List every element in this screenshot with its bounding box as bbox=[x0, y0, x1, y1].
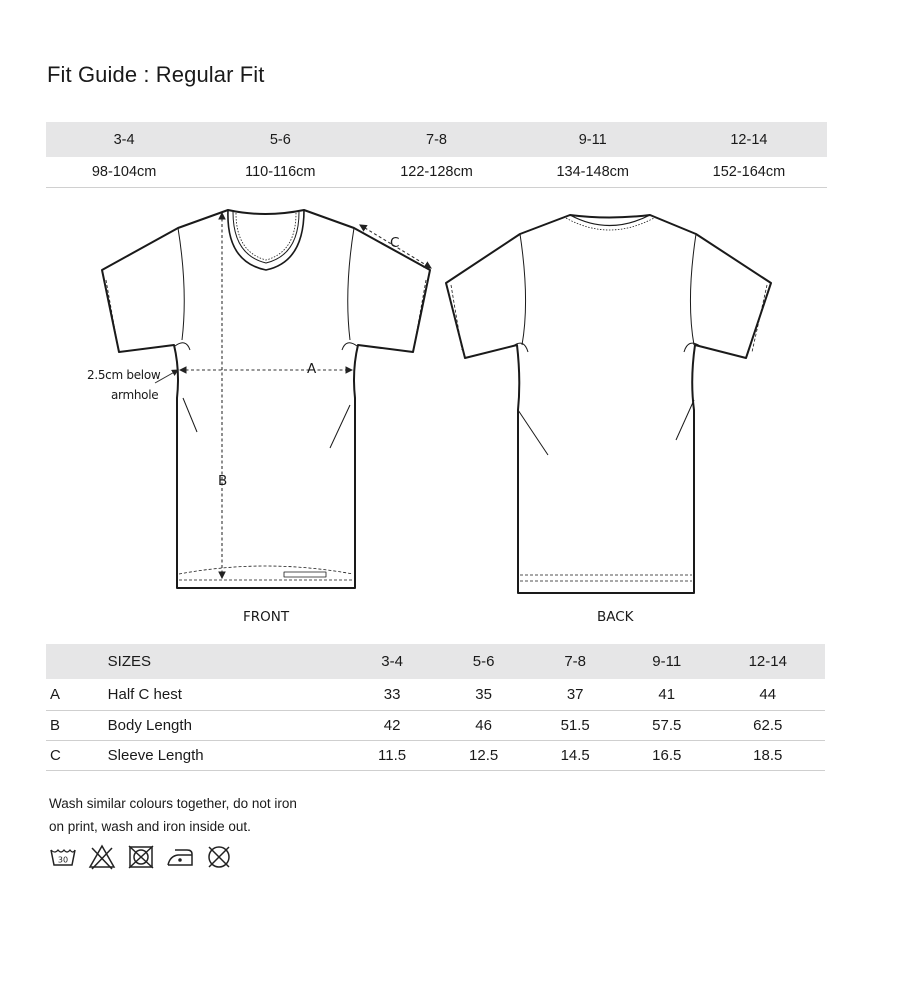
measure-label-a: A bbox=[307, 361, 317, 377]
armhole-note-line2: armhole bbox=[111, 388, 159, 402]
row-value: 35 bbox=[475, 685, 492, 703]
header-size: 3-4 bbox=[381, 653, 403, 670]
table-row bbox=[46, 710, 825, 740]
wash-30-icon bbox=[49, 843, 77, 871]
header-size: 12-14 bbox=[748, 653, 787, 670]
measurement-lines bbox=[180, 213, 431, 578]
header-size: 9-11 bbox=[652, 653, 682, 670]
back-shirt bbox=[446, 215, 771, 593]
measurement-table bbox=[46, 644, 825, 771]
height-label: 122-128cm bbox=[400, 164, 473, 180]
armhole-note-line1: 2.5cm below bbox=[87, 368, 161, 382]
size-label: 3-4 bbox=[113, 131, 135, 148]
table-row bbox=[46, 679, 825, 710]
row-value: 16.5 bbox=[652, 746, 682, 764]
front-label: FRONT bbox=[243, 609, 290, 625]
height-label: 98-104cm bbox=[91, 164, 157, 180]
size-label: 5-6 bbox=[269, 131, 291, 148]
size-label: 7-8 bbox=[426, 131, 447, 148]
header-size: 7-8 bbox=[564, 653, 587, 670]
row-value: 41 bbox=[658, 685, 676, 703]
table-header-row bbox=[46, 644, 825, 679]
size-label: 9-11 bbox=[578, 131, 607, 148]
row-name: Sleeve Length bbox=[107, 746, 204, 764]
row-name: Body Length bbox=[107, 716, 192, 734]
size-strip bbox=[46, 122, 827, 188]
measure-label-c: C bbox=[390, 235, 400, 251]
row-letter: A bbox=[50, 685, 61, 703]
row-value: 44 bbox=[759, 685, 777, 703]
size-label: 12-14 bbox=[730, 131, 768, 148]
row-letter: C bbox=[50, 746, 61, 764]
height-label: 134-148cm bbox=[556, 164, 629, 180]
do-not-tumble-dry-icon bbox=[127, 843, 155, 871]
row-value: 18.5 bbox=[753, 746, 783, 764]
row-letter: B bbox=[50, 716, 61, 734]
row-value: 42 bbox=[383, 716, 401, 734]
row-name: Half C hest bbox=[107, 685, 182, 703]
height-label: 110-116cm bbox=[245, 164, 316, 180]
iron-low-icon bbox=[166, 843, 194, 871]
header-sizes-label: SIZES bbox=[107, 653, 152, 670]
row-value: 37 bbox=[566, 685, 584, 703]
height-label: 152-164cm bbox=[712, 164, 786, 180]
header-letter bbox=[46, 644, 108, 679]
care-icons bbox=[49, 843, 233, 871]
header-size: 5-6 bbox=[472, 653, 495, 670]
measure-label-b: B bbox=[218, 473, 228, 489]
row-value: 62.5 bbox=[753, 716, 783, 734]
care-line-2: on print, wash and iron inside out. bbox=[49, 819, 251, 834]
do-not-bleach-icon bbox=[88, 843, 116, 871]
row-value: 14.5 bbox=[560, 746, 590, 764]
shirt-diagrams bbox=[0, 195, 921, 635]
size-strip-heights bbox=[46, 157, 827, 188]
row-value: 11.5 bbox=[378, 746, 407, 764]
care-line-1: Wash similar colours together, do not iron bbox=[49, 796, 297, 811]
do-not-dry-clean-icon bbox=[205, 843, 233, 871]
tshirt-illustration bbox=[0, 195, 921, 635]
size-strip-sizes bbox=[46, 122, 827, 157]
wash-temp-text: 30 bbox=[57, 855, 69, 865]
row-value: 33 bbox=[383, 685, 401, 703]
back-label: BACK bbox=[597, 609, 634, 625]
page-title: Fit Guide : Regular Fit bbox=[47, 62, 265, 87]
table-row bbox=[46, 740, 825, 770]
row-value: 51.5 bbox=[560, 716, 590, 734]
row-value: 12.5 bbox=[469, 746, 499, 764]
row-value: 46 bbox=[475, 716, 492, 734]
care-instructions bbox=[49, 792, 369, 838]
row-value: 57.5 bbox=[652, 716, 682, 734]
